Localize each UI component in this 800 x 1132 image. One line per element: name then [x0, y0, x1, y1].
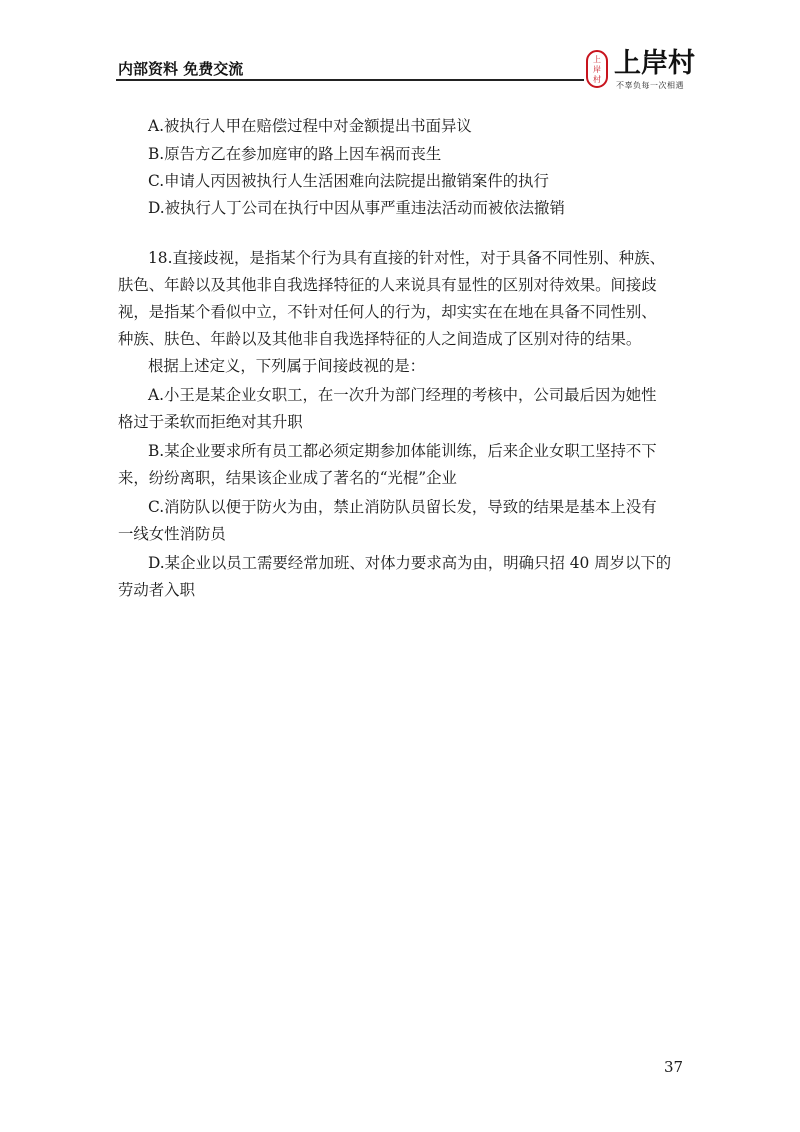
- question-stem-line: 18.直接歧视，是指某个行为具有直接的针对性，对于具备不同性别、种族、: [148, 249, 665, 267]
- question-prompt: 根据上述定义，下列属于间接歧视的是：: [148, 357, 426, 375]
- option-b-cont: 来，纷纷离职，结果该企业成了著名的“光棍”企业: [118, 469, 457, 487]
- option-a-cont: 格过于柔软而拒绝对其升职: [118, 413, 303, 431]
- option-a: A.被执行人甲在赔偿过程中对金额提出书面异议: [148, 117, 472, 135]
- option-d-cont: 劳动者入职: [118, 581, 195, 599]
- brand-name: 上岸村: [614, 48, 695, 79]
- option-c: C.申请人丙因被执行人生活困难向法院提出撤销案件的执行: [148, 172, 549, 190]
- option-a: A.小王是某企业女职工，在一次升为部门经理的考核中，公司最后因为她性: [148, 386, 657, 404]
- option-c: C.消防队以便于防火为由，禁止消防队员留长发，导致的结果是基本上没有: [148, 498, 657, 516]
- option-d: D.被执行人丁公司在执行中因从事严重违法活动而被依法撤销: [148, 199, 565, 217]
- header-rule: [116, 79, 584, 81]
- brand-logo: [586, 48, 696, 94]
- question-stem-line: 肤色、年龄以及其他非自我选择特征的人来说具有显性的区别对待效果。间接歧: [118, 276, 657, 294]
- option-c-cont: 一线女性消防员: [118, 525, 226, 543]
- brand-slogan: 不辜负每一次相遇: [616, 81, 684, 90]
- option-d: D.某企业以员工需要经常加班、对体力要求高为由，明确只招 40 周岁以下的: [148, 554, 672, 572]
- option-b: B.某企业要求所有员工都必须定期参加体能训练，后来企业女职工坚持不下: [148, 442, 657, 460]
- header-label: 内部资料 免费交流: [118, 60, 244, 78]
- option-b: B.原告方乙在参加庭审的路上因车祸而丧生: [148, 145, 442, 163]
- question-stem-line: 种族、肤色、年龄以及其他非自我选择特征的人之间造成了区别对待的结果。: [118, 330, 642, 348]
- question-stem-line: 视，是指某个看似中立，不针对任何人的行为，却实实在在地在具备不同性别、: [118, 303, 657, 321]
- page-number: 37: [664, 1058, 684, 1076]
- seal-icon: 上 岸 村: [586, 50, 608, 88]
